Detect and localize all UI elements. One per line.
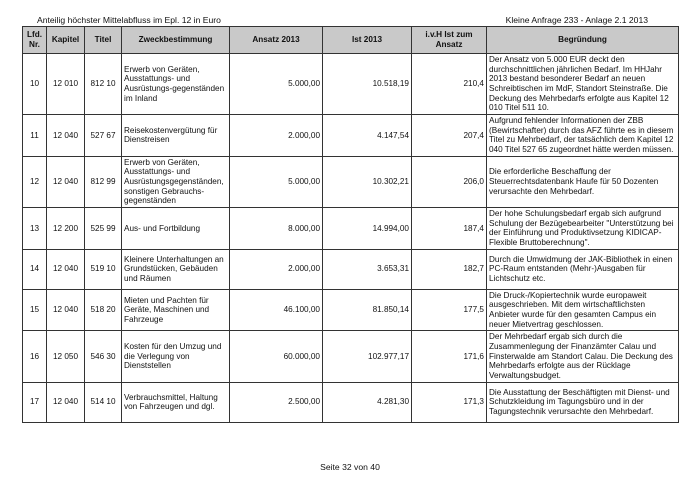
col-header-ansatz: Ansatz 2013 [230,27,323,54]
cell-ist: 81.850,14 [323,289,412,331]
cell-kapitel: 12 040 [47,115,85,157]
cell-kapitel: 12 010 [47,54,85,115]
table-row [23,331,679,382]
cell-ivh: 171,6 [412,331,487,382]
cell-titel: 525 99 [85,208,122,250]
cell-ivh: 177,5 [412,289,487,331]
cell-begruendung: Aufgrund fehlender Informationen der ZBB (Bewirtschafter) durch das AFZ führte es in diesem Titel zu Mehrbedarf, der tatsächlich dem Kapitel 12 040 Titel 527 65 zugeordnet hätte werden müssen. [487,115,679,157]
table-row [23,156,679,207]
col-header-zweck: Zweckbestimmung [122,27,230,54]
cell-ist: 4.281,30 [323,382,412,422]
cell-zweck: Kosten für den Umzug und die Verlegung von Dienststellen [122,331,230,382]
cell-ist: 10.302,21 [323,156,412,207]
cell-ansatz: 8.000,00 [230,208,323,250]
cell-kapitel: 12 050 [47,331,85,382]
cell-ivh: 207,4 [412,115,487,157]
cell-ist: 3.653,31 [323,249,412,289]
cell-nr: 17 [23,382,47,422]
cell-kapitel: 12 040 [47,382,85,422]
col-header-begruendung: Begründung [487,27,679,54]
cell-begruendung: Die Druck-/Kopiertechnik wurde europaweit ausgeschrieben. Mit dem wirtschaftlichsten Anbieter wurde für den gesamten Campus ein neuer Mietvertrag geschlossen. [487,289,679,331]
cell-zweck: Mieten und Pachten für Geräte, Maschinen und Fahrzeuge [122,289,230,331]
col-header-nr: Lfd. Nr. [23,27,47,54]
cell-titel: 514 10 [85,382,122,422]
cell-begruendung: Die erforderliche Beschaffung der Steuerrechtsdatenbank Haufe für 50 Dozenten verursachte den Mehrbedarf. [487,156,679,207]
cell-nr: 13 [23,208,47,250]
cell-titel: 812 10 [85,54,122,115]
col-header-kapitel: Kapitel [47,27,85,54]
cell-kapitel: 12 040 [47,289,85,331]
cell-begruendung: Durch die Umwidmung der JAK-Bibliothek in einen PC-Raum entstanden (Mehr-)Ausgaben für Lichtschutz etc. [487,249,679,289]
cell-zweck: Verbrauchsmittel, Haltung von Fahrzeugen und dgl. [122,382,230,422]
cell-ivh: 206,0 [412,156,487,207]
cell-ansatz: 2.000,00 [230,115,323,157]
cell-ansatz: 5.000,00 [230,156,323,207]
cell-nr: 14 [23,249,47,289]
budget-table [22,26,679,423]
cell-titel: 546 30 [85,331,122,382]
table-row [23,54,679,115]
cell-titel: 519 10 [85,249,122,289]
cell-zweck: Erwerb von Geräten, Ausstattungs- und Ausrüstungs-gegenständen im Inland [122,54,230,115]
header-left: Anteilig höchster Mittelabfluss im Epl. 12 in Euro [37,15,221,25]
cell-ist: 10.518,19 [323,54,412,115]
cell-begruendung: Der hohe Schulungsbedarf ergab sich aufgrund Schulung der Bezügebearbeiter "Unterstützung bei der Einführung und Produktivsetzung KIDICAP- Flexible Bruttoberechnung". [487,208,679,250]
table-row [23,382,679,422]
cell-ansatz: 2.500,00 [230,382,323,422]
cell-ivh: 171,3 [412,382,487,422]
cell-begruendung: Der Mehrbedarf ergab sich durch die Zusammenlegung der Finanzämter Calau und Finsterwalde am Standort Calau. Die Deckung des Mehrbedarfs erfolgte aus der Rücklage Verwaltungsbudget. [487,331,679,382]
cell-ivh: 182,7 [412,249,487,289]
cell-kapitel: 12 040 [47,249,85,289]
cell-ivh: 187,4 [412,208,487,250]
cell-nr: 15 [23,289,47,331]
cell-zweck: Kleinere Unterhaltungen an Grundstücken, Gebäuden und Räumen [122,249,230,289]
cell-ansatz: 46.100,00 [230,289,323,331]
cell-kapitel: 12 040 [47,156,85,207]
header-right: Kleine Anfrage 233 - Anlage 2.1 2013 [505,15,648,25]
cell-begruendung: Die Ausstattung der Beschäftigten mit Dienst- und Schutzkleidung im Tagungsbüro und in der Tagungstechnik verursachte den Mehrbedarf. [487,382,679,422]
cell-titel: 518 20 [85,289,122,331]
cell-nr: 16 [23,331,47,382]
page-footer: Seite 32 von 40 [320,462,380,472]
cell-ansatz: 5.000,00 [230,54,323,115]
cell-ansatz: 60.000,00 [230,331,323,382]
cell-titel: 812 99 [85,156,122,207]
cell-zweck: Aus- und Fortbildung [122,208,230,250]
table-row [23,289,679,331]
cell-nr: 11 [23,115,47,157]
cell-begruendung: Der Ansatz von 5.000 EUR deckt den durchschnittlichen jährlichen Bedarf. Im HHJahr 2013 bestand besonderer Bedarf an neuen Schreibtischen im MdF, Standort Steinstraße. Die Deckung des Mehrbedarfs erfolgte aus Kapitel 12 010 Titel 511 10. [487,54,679,115]
col-header-ist: Ist 2013 [323,27,412,54]
cell-ist: 102.977,17 [323,331,412,382]
table-header-row [23,27,679,54]
cell-titel: 527 67 [85,115,122,157]
cell-ist: 4.147,54 [323,115,412,157]
table-row [23,208,679,250]
cell-ist: 14.994,00 [323,208,412,250]
cell-zweck: Erwerb von Geräten, Ausstattungs- und Ausrüstungsgegenständen, sonstigen Gebrauchs-gegenständen [122,156,230,207]
cell-zweck: Reisekostenvergütung für Dienstreisen [122,115,230,157]
col-header-ivh: i.v.H Ist zum Ansatz [412,27,487,54]
cell-nr: 12 [23,156,47,207]
table-row [23,249,679,289]
cell-nr: 10 [23,54,47,115]
cell-ivh: 210,4 [412,54,487,115]
col-header-titel: Titel [85,27,122,54]
cell-kapitel: 12 200 [47,208,85,250]
table-row [23,115,679,157]
cell-ansatz: 2.000,00 [230,249,323,289]
